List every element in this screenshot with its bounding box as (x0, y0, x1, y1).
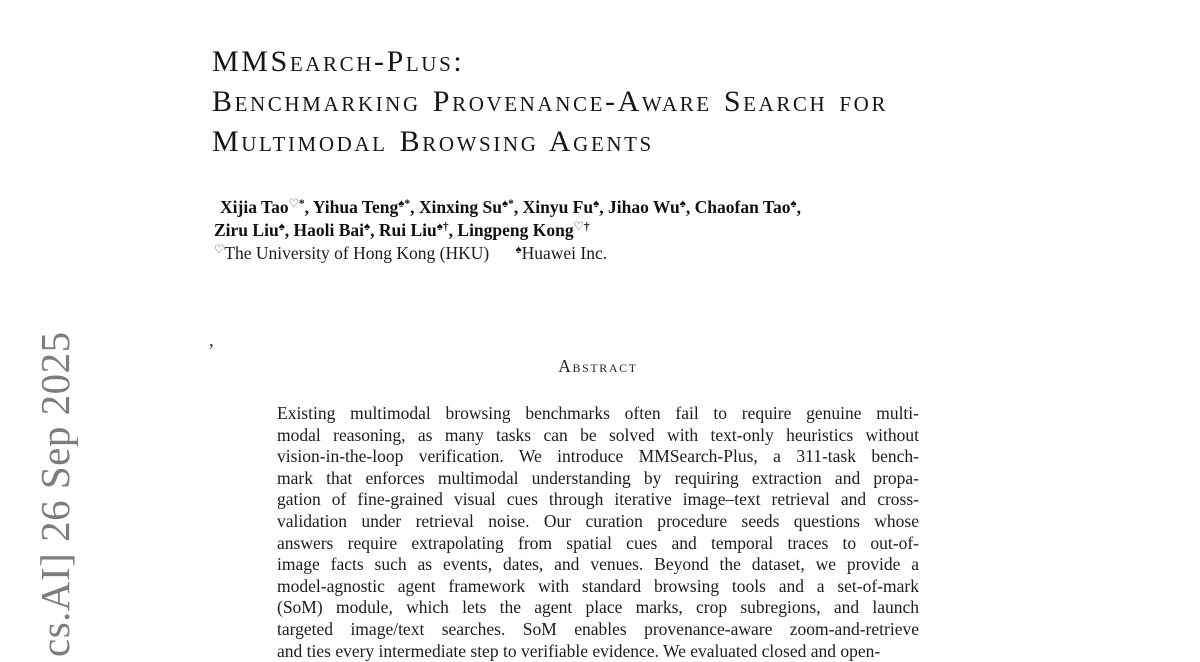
separator (489, 243, 515, 263)
author-name: Chaofan Tao (694, 197, 791, 217)
title-line-1: MMSearch-Plus: (212, 45, 465, 78)
title-line-2: Benchmarking Provenance-Aware Search for (212, 85, 889, 118)
stray-comma-mark: , (209, 330, 214, 351)
authors-block (214, 196, 801, 265)
abstract-line: vision-in-the-loop verification. We introduce MMSearch-Plus, a 311-task bench- (277, 446, 919, 467)
author-name: Xinyu Fu (522, 197, 594, 217)
abstract-line: Existing multimodal browsing benchmarks often fail to require genuine multi- (277, 403, 919, 423)
affiliation-symbol: ♠ (515, 244, 522, 256)
separator: , (685, 197, 695, 217)
separator: , (796, 197, 801, 217)
author-name: Lingpeng Kong (457, 219, 574, 240)
separator: , (304, 197, 313, 217)
author-symbol: ♡† (573, 220, 590, 233)
paper-title (212, 42, 888, 162)
author-symbol: ♠ (593, 198, 600, 210)
affiliation-name: The University of Hong Kong (HKU) (224, 243, 490, 263)
author-name: Rui Liu (378, 219, 437, 240)
author-symbol: ♠ (278, 220, 285, 233)
author-symbol: ♠† (436, 220, 449, 233)
author-name: Xijia Tao (220, 197, 289, 217)
title-line-3: Multimodal Browsing Agents (212, 125, 654, 158)
abstract-line: gation of fine-grained visual cues through iterative image–text retrieval and cross- (277, 489, 919, 510)
separator: , (284, 219, 294, 240)
affiliation-line (214, 242, 801, 265)
abstract-line: validation under retrieval noise. Our curation procedure seeds questions whose (277, 510, 919, 531)
separator: , (599, 197, 608, 217)
affiliation-name: Huawei Inc. (521, 243, 608, 263)
abstract-line: (SoM) module, which lets the agent place marks, crop subregions, and launch (277, 597, 919, 618)
affiliation-symbol: ♡ (214, 244, 225, 256)
author-name: Yihua Teng (312, 197, 399, 217)
author-symbol: ♠ (364, 220, 371, 233)
separator: , (370, 219, 379, 240)
author-symbol: ♠ (679, 198, 686, 210)
abstract-heading: Abstract (558, 356, 638, 376)
abstract-line: image facts such as events, dates, and venues. Beyond the dataset, we provide a (277, 554, 919, 575)
abstract-line: targeted image/text searches. SoM enables provenance-aware zoom-and-retrieve (277, 618, 919, 639)
separator: , (513, 197, 523, 217)
abstract-line: modal reasoning, as many tasks can be solved with text-only heuristics without (277, 424, 919, 445)
author-line-2 (214, 219, 801, 242)
separator: , (448, 219, 458, 240)
author-name: Haoli Bai (293, 219, 365, 240)
author-name: Xinxing Su (418, 197, 502, 217)
author-symbol: ♠* (501, 198, 514, 210)
abstract-line: model-agnostic agent framework with standard browsing tools and a set-of-mark (277, 575, 919, 596)
arxiv-stamp: cs.AI] 26 Sep 2025 (32, 331, 78, 657)
abstract-line-partial: and ties every intermediate step to verifiable evidence. We evaluated closed and open- (277, 640, 881, 661)
author-name: Ziru Liu (214, 219, 279, 240)
abstract-line: mark that enforces multimodal understanding by requiring extraction and propa- (277, 467, 919, 488)
abstract-body (277, 403, 919, 662)
author-name: Jihao Wu (607, 197, 680, 217)
author-symbol: ♠ (790, 198, 797, 210)
separator: , (410, 197, 419, 217)
abstract-line: answers require extrapolating from spatial cues and temporal traces to out-of- (277, 532, 919, 553)
author-line-1 (214, 196, 801, 219)
author-symbol: ♡* (288, 198, 305, 210)
author-symbol: ♠* (398, 198, 411, 210)
